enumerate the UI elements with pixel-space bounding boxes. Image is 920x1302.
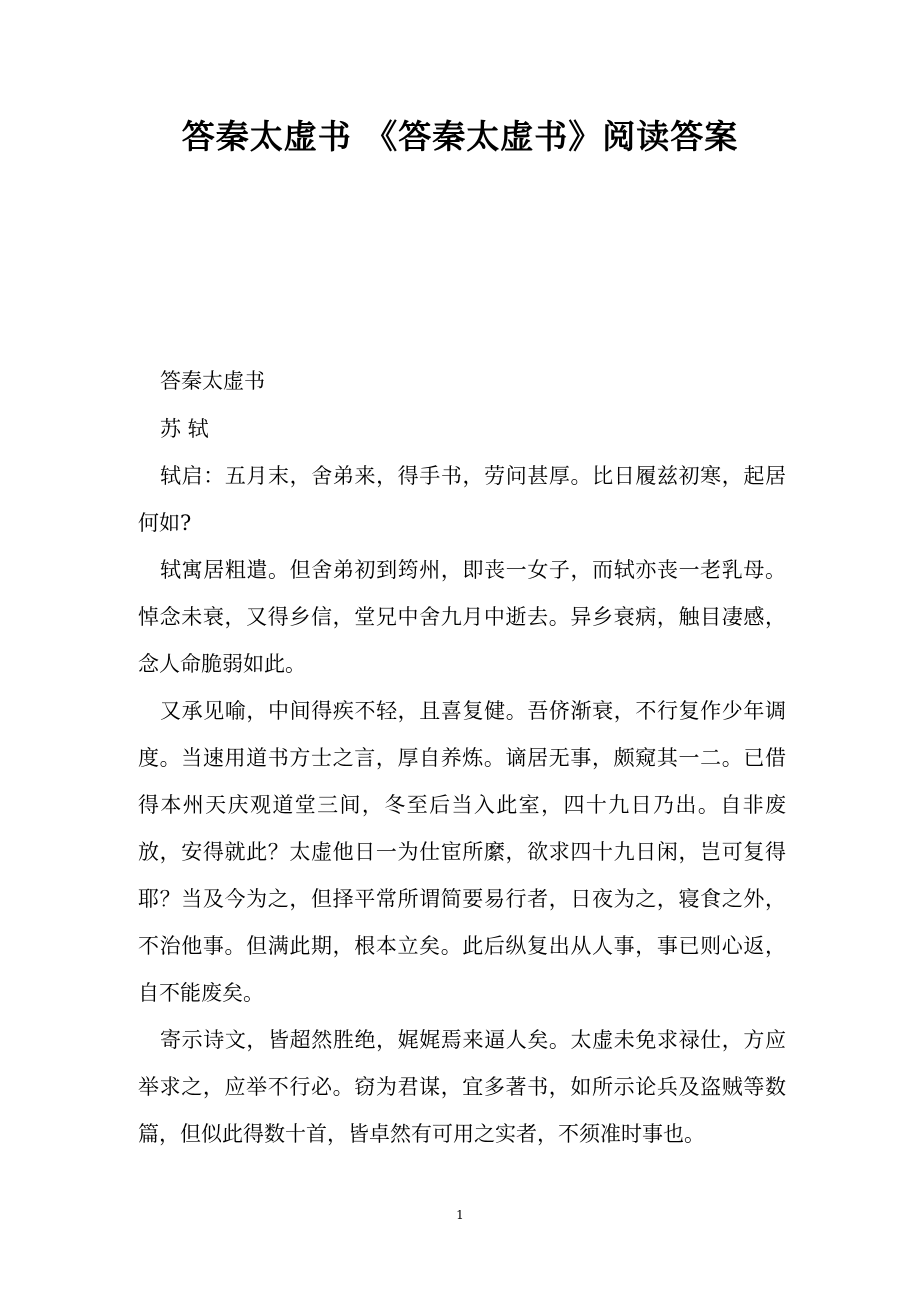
paragraph: 寄示诗文，皆超然胜绝，娓娓焉来逼人矣。太虚未免求禄仕，方应举求之，应举不行必。窃为君谋，宜多著书，如所示论兵及盗贼等数篇，但似此得数十首，皆卓然有可用之实者，不须准时事也。 [138, 1028, 786, 1146]
essay-title: 答秦太虚书 [160, 369, 265, 393]
paragraph: 又承见喻，中间得疾不轻，且喜复健。吾侪渐衰，不行复作少年调度。当速用道书方士之言，厚自养炼。谪居无事，颇窥其一二。已借得本州天庆观道堂三间，冬至后当入此室，四十九日乃出。自非废放，安得就此？太虚他日一为仕宦所縻，欲求四十九日闲，岂可复得耶？当及今为之，但择平常所谓简要易行者，日夜为之，寝食之外，不治他事。但满此期，根本立矣。此后纵复出从人事，事已则心返，自不能废矣。 [138, 699, 786, 1005]
page-title: 答秦太虚书 《答秦太虚书》阅读答案 [181, 117, 739, 156]
paragraph: 轼启：五月末，舍弟来，得手书，劳问甚厚。比日履兹初寒，起居何如? [138, 464, 786, 535]
document-body [138, 357, 786, 1158]
paragraph: 轼寓居粗遣。但舍弟初到筠州，即丧一女子，而轼亦丧一老乳母。悼念未衰，又得乡信，堂兄中舍九月中逝去。异乡衰病，触目凄感，念人命脆弱如此。 [138, 558, 786, 676]
author-name: 苏 轼 [160, 417, 209, 441]
page-number: 1 [456, 1208, 464, 1222]
